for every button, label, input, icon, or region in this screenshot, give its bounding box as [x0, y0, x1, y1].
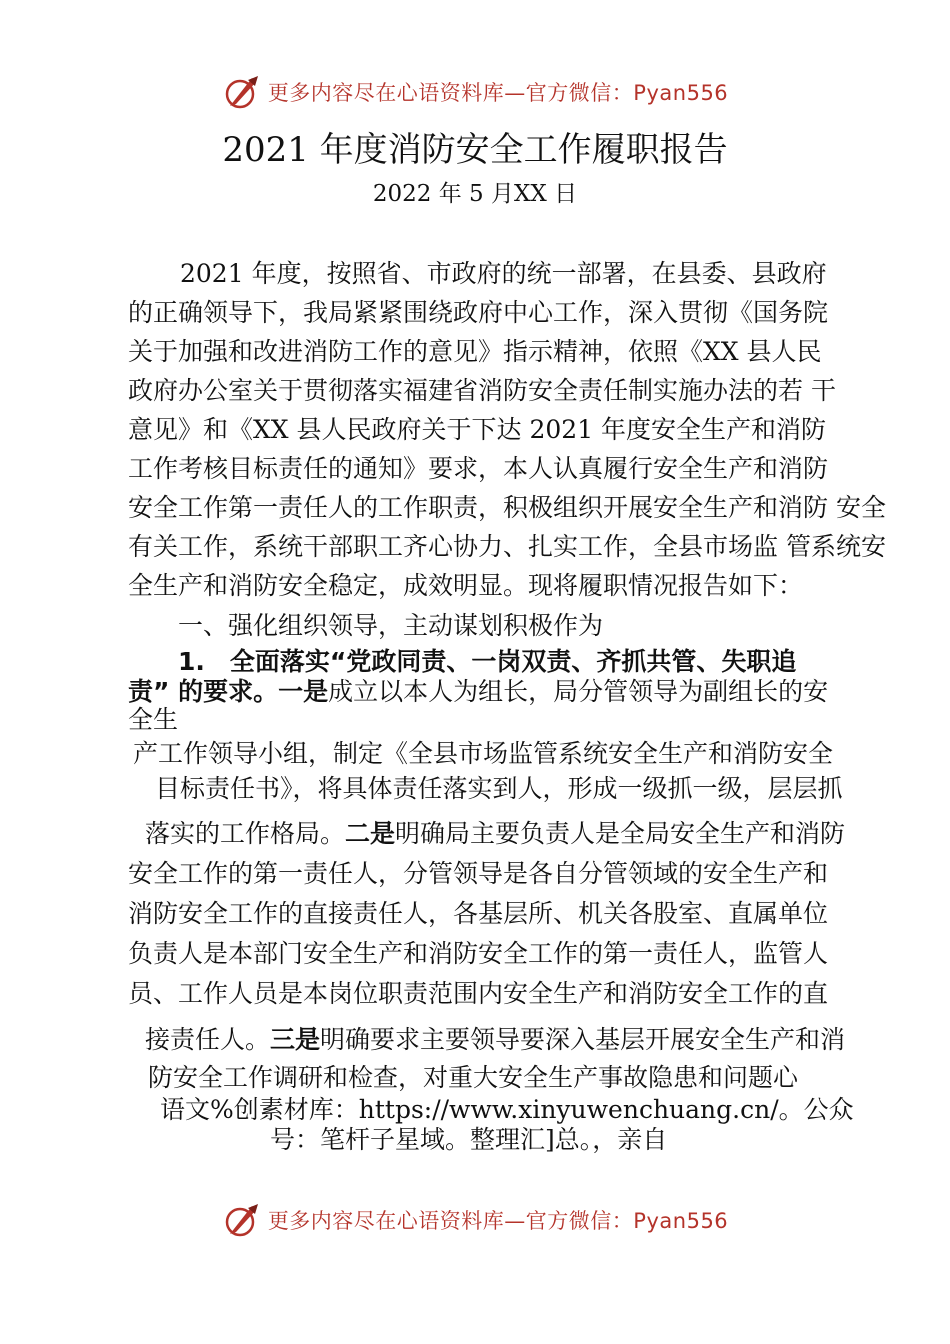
item-line: [145, 818, 845, 850]
item-line: 消防安全工作的直接责任人，各基层所、机关各股室、直属单位: [128, 899, 829, 928]
item-text: 落实的工作格局。: [145, 819, 346, 848]
item-line: 号：笔杆子星域。整理汇]总。，亲自: [270, 1125, 668, 1154]
item-text: 成立以本人为组长，局分管领导为副组长的安: [328, 677, 829, 706]
document-title: 2021 年度消防安全工作履职报告: [222, 130, 728, 170]
item-line: 目标责任书》，将具体责任落实到人，形成一级抓一级，层层抓: [155, 774, 843, 803]
item-text: 接责任人。: [145, 1025, 271, 1054]
item-line: 员、工作人员是本岗位职责范围内安全生产和消防安全工作的直: [128, 979, 829, 1008]
item-heading-line: 1. 全面落实“党政同责、一岗双责、齐抓共管、失职追: [178, 647, 797, 676]
bottom-banner: [0, 1200, 950, 1240]
item-line: 产工作领导小组，制定《全县市场监管系统安全生产和消防安全: [133, 739, 834, 768]
paragraph-line: 全生产和消防安全稳定，成效明显。现将履职情况报告如下：: [128, 571, 804, 600]
document-date: 2022 年 5 月XX 日: [372, 181, 578, 207]
paragraph-line: 2021 年度，按照省、市政府的统一部署，在县委、县政府: [180, 259, 827, 288]
item-ordinal: 二是: [345, 819, 396, 848]
item-line: 全生: [128, 705, 179, 734]
banner-text: 更多内容尽在心语资料库—官方微信：Pyan556: [267, 81, 729, 105]
item-text: 明确局主要负责人是全局安全生产和消防: [395, 819, 846, 848]
feather-pen-logo-icon: [222, 1200, 262, 1240]
section-heading: 一、强化组织领导，主动谋划积极作为: [178, 611, 604, 640]
item-line: 防安全工作调研和检查，对重大安全生产事故隐患和问题心: [148, 1063, 799, 1092]
item-text: 明确要求主要领导要深入基层开展安全生产和消: [320, 1025, 846, 1054]
paragraph-line: 工作考核目标责任的通知》要求，本人认真履行安全生产和消防: [128, 454, 829, 483]
banner-text: 更多内容尽在心语资料库—官方微信：Pyan556: [267, 1209, 729, 1233]
top-banner: [0, 72, 950, 112]
item-line: [128, 676, 828, 708]
paragraph-line: 意见》和《XX 县人民政府关于下达 2021 年度安全生产和消防: [128, 415, 827, 444]
paragraph-line: 有关工作，系统干部职工齐心协力、扎实工作，全县市场监 管系统安: [128, 532, 886, 561]
feather-pen-logo-icon: [222, 72, 262, 112]
item-line: 安全工作的第一责任人，分管领导是各自分管领域的安全生产和: [128, 859, 829, 888]
item-ordinal: 三是: [270, 1025, 321, 1054]
paragraph-line: 安全工作第一责任人的工作职责，积极组织开展安全生产和消防 安全: [128, 493, 886, 522]
paragraph-line: 的正确领导下，我局紧紧围绕政府中心工作，深入贯彻《国务院: [128, 298, 829, 327]
paragraph-line: 政府办公室关于贯彻落实福建省消防安全责任制实施办法的若 干: [128, 376, 836, 405]
item-line: 语文%创素材库：https://www.xinyuwenchuang.cn/。公众: [160, 1095, 854, 1124]
paragraph-line: 关于加强和改进消防工作的意见》指示精神，依照《XX 县人民: [128, 337, 822, 366]
item-line: 负责人是本部门安全生产和消防安全工作的第一责任人，监管人: [128, 939, 829, 968]
item-line: [145, 1024, 845, 1056]
item-heading-bold: 责” 的要求。一是: [128, 677, 329, 706]
